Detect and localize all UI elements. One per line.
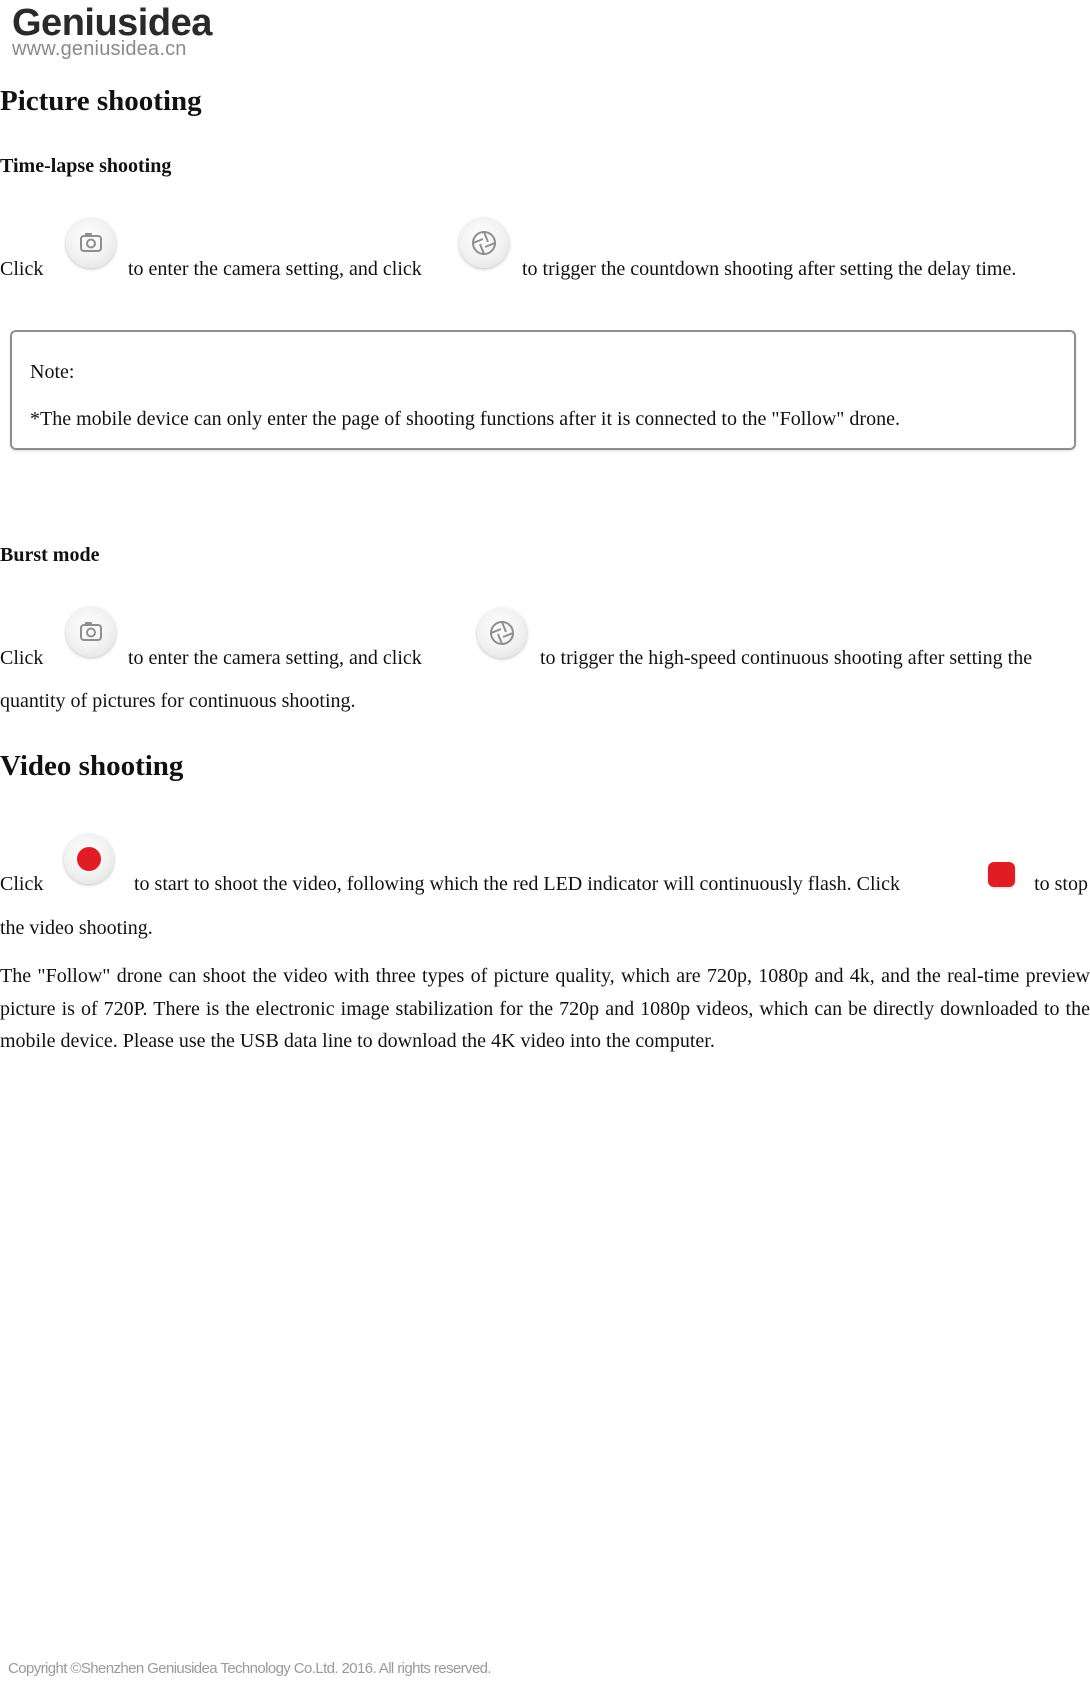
video-quality-paragraph: The "Follow" drone can shoot the video with three types of picture quality, which are 720p, 1080p and 4k, and the real-time preview picture is of 720P. There is the electronic image stabilization for the 720p and 1080p videos, which can be directly downloaded to the mobile device. Please use the USB data line to download the 4K video into the computer. [0, 965, 1090, 1052]
timelapse-click-label: Click [0, 258, 44, 280]
video-click-label: Click [0, 873, 44, 895]
logo-wordmark: Geniusidea [12, 2, 212, 44]
camera-settings-icon [66, 607, 116, 657]
company-logo [12, 2, 242, 60]
note-box [10, 330, 1076, 450]
burst-text-3: quantity of pictures for continuous shooting. [0, 690, 356, 712]
logo-url: www.geniusidea.cn [12, 38, 187, 60]
video-instruction [0, 871, 1090, 901]
video-shooting-title: Video shooting [0, 750, 184, 782]
note-text: *The mobile device can only enter the page of shooting functions after it is connected to the "Follow" drone. [30, 408, 900, 430]
shutter-icon [477, 608, 527, 658]
video-text-3: the video shooting. [0, 917, 153, 939]
stop-icon [988, 862, 1015, 887]
burst-text-2: to trigger the high-speed continuous shooting after setting the [540, 647, 1033, 669]
timelapse-text-2: to trigger the countdown shooting after setting the delay time. [522, 258, 1017, 280]
copyright-footer: Copyright ©Shenzhen Geniusidea Technology Co.Ltd. 2016. All rights reserved. [8, 1660, 491, 1677]
record-icon [64, 834, 114, 884]
timelapse-instruction [0, 256, 1090, 286]
burst-heading: Burst mode [0, 544, 100, 566]
timelapse-heading: Time-lapse shooting [0, 155, 172, 177]
burst-click-label: Click [0, 647, 44, 669]
shutter-icon [459, 218, 509, 268]
camera-settings-icon [66, 218, 116, 268]
video-text-2: to stop [1034, 873, 1088, 895]
picture-shooting-title: Picture shooting [0, 85, 202, 117]
timelapse-text-1: to enter the camera setting, and click [128, 258, 422, 280]
burst-instruction [0, 645, 1090, 675]
note-title: Note: [30, 361, 75, 383]
video-text-1: to start to shoot the video, following which the red LED indicator will continuously flash. Click [134, 873, 900, 895]
burst-text-1: to enter the camera setting, and click [128, 647, 422, 669]
